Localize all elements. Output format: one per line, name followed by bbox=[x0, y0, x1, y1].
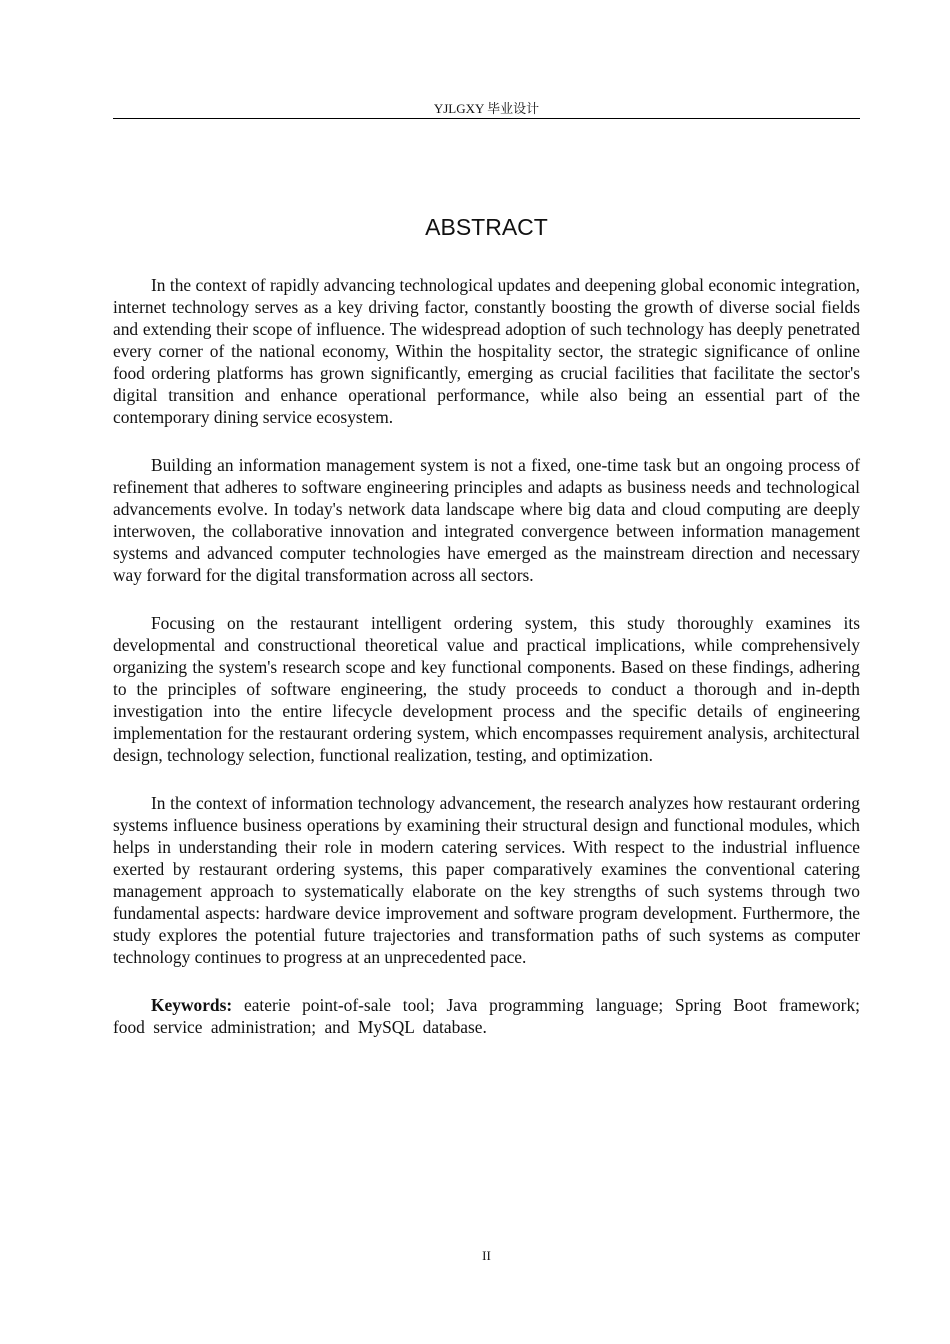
keywords-label: Keywords: bbox=[151, 995, 233, 1015]
page-header bbox=[113, 101, 860, 119]
keywords-line bbox=[113, 994, 860, 1038]
page-title: ABSTRACT bbox=[425, 214, 548, 240]
keywords-text: eaterie point-of-sale tool; Java programming language; Spring Boot framework; food service administration; and MySQL database. bbox=[113, 995, 860, 1037]
paragraph: Focusing on the restaurant intelligent ordering system, this study thoroughly examines its developmental and constructional theoretical value and practical implications, while comprehensively organizing the system's research scope and key functional components. Based on these findings, adhering to the principles of software engineering, the study proceeds to conduct a thorough and in-depth investigation into the entire lifecycle development process and the specific details of engineering implementation for the restaurant ordering system, which encompasses requirement analysis, architectural design, technology selection, functional realization, testing, and optimization. bbox=[113, 613, 860, 765]
header-text: YJLGXY 毕业设计 bbox=[433, 101, 540, 116]
paragraph: In the context of rapidly advancing technological updates and deepening global economic integration, internet technology serves as a key driving factor, constantly boosting the growth of diverse social fields and extending their scope of influence. The widespread adoption of such technology has deeply penetrated every corner of the national economy, Within the hospitality sector, the strategic significance of online food ordering platforms has grown significantly, emerging as crucial facilities that facilitate the sector's digital transition and enhance operational performance, while also being an essential part of the contemporary dining service ecosystem. bbox=[113, 275, 860, 427]
paragraph: In the context of information technology advancement, the research analyzes how restaurant ordering systems influence business operations by examining their structural design and functional modules, which helps in understanding their role in modern catering services. With respect to the industrial influence exerted by restaurant ordering systems, this paper comparatively examines the conventional catering management approach to systematically elaborate on the key strengths of such systems through two fundamental aspects: hardware device improvement and software program development. Furthermore, the study explores the potential future trajectories and transformation paths of such systems as computer technology continues to progress at an unprecedented pace. bbox=[113, 793, 860, 967]
page-number: II bbox=[482, 1248, 491, 1263]
abstract-body bbox=[113, 274, 860, 1064]
paragraph: Building an information management system is not a fixed, one-time task but an ongoing process of refinement that adheres to software engineering principles and adapts as business needs and technological advancements evolve. In today's network data landscape where big data and cloud computing are deeply interwoven, the collaborative innovation and integrated convergence between information management systems and advanced computer technologies have emerged as the mainstream direction and necessary way forward for the digital transformation across all sectors. bbox=[113, 455, 860, 585]
